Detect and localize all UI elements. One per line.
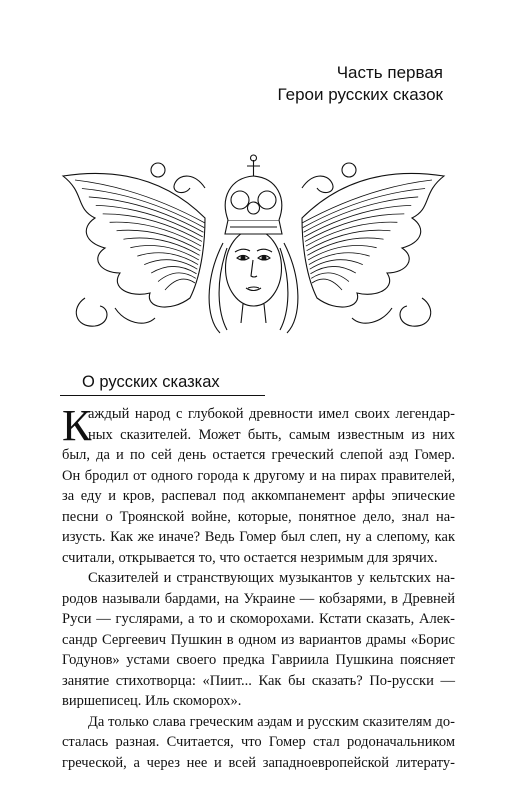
text-line: Он бродил от одного города к другому и на пирах правителей, (62, 467, 455, 484)
paragraph-3 (62, 712, 455, 774)
part-title: Герои русских сказок (277, 85, 443, 104)
text-line: песни о Троянской войне, которые, понятное дело, знал на- (62, 508, 455, 525)
section-title (60, 372, 265, 396)
paragraph-2 (62, 568, 455, 712)
text-line: за еду и кров, распевал под аккомпанемент арфы эпические (62, 488, 455, 504)
text-line: считали, открывается то, что остается незримым для зрячих. (62, 549, 438, 566)
winged-figure-illustration (55, 148, 452, 338)
text-line: был, да и по сей день остается греческий слепой аэд Гомер. (62, 447, 455, 463)
text-line: Годунов» устами своего предка Гавриила Пушкина поясняет (62, 652, 455, 668)
drop-cap: К (62, 401, 92, 450)
text-line: Да только слава греческим аэдам и русским сказителям до- (88, 713, 455, 730)
text-line: ных сказителей. Может быть, самым известным из них (88, 426, 455, 443)
text-line: виршеписец. Иль скоморох». (62, 693, 242, 709)
text-line: аждый народ с глубокой древности имел своих легендар- (88, 406, 455, 422)
text-line: изусть. Как же иначе? Ведь Гомер был слеп, ну а слепому, как (62, 529, 455, 545)
body-text (62, 401, 455, 773)
text-line: родов называли бардами, на Украине — кобзарями, в Древней (62, 590, 455, 607)
text-line: Руси — гуслярами, а то и скоморохами. Кстати сказать, Алек- (62, 611, 455, 627)
text-line: сталась разная. Считается, что Гомер стал родоначальником (62, 734, 455, 750)
part-header (278, 62, 443, 106)
paragraph-1 (62, 401, 455, 568)
text-line: занятие стихотворца: «Пиит... Как бы сказать? По-русски — (62, 672, 455, 689)
section-title-text: О русских сказках (82, 373, 220, 391)
text-line: греческой, а через нее и всей западноевропейской литерату- (62, 754, 455, 771)
part-label: Часть первая (336, 63, 443, 82)
text-line: Сказителей и странствующих музыкантов у кельтских на- (88, 570, 455, 586)
text-line: сандр Сергеевич Пушкин в одном из вариантов драмы «Борис (62, 631, 455, 648)
